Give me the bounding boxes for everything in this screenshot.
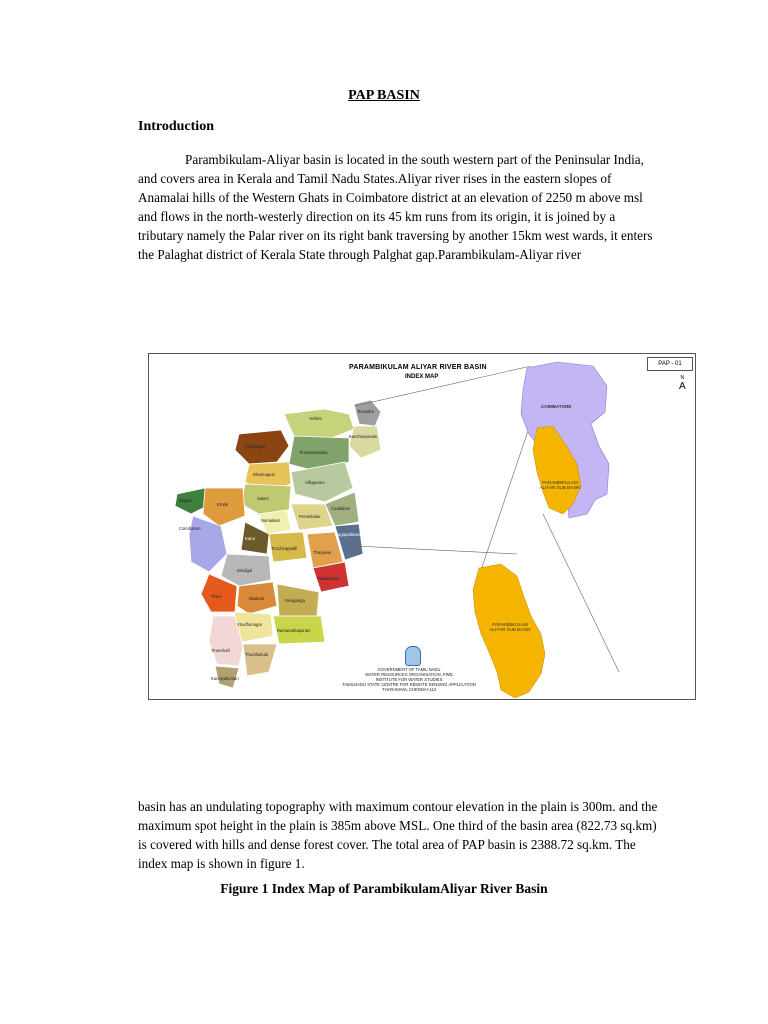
credit-line: INSTITUTE FOR WATER STUDIES	[375, 677, 443, 682]
credit-line: GOVERNMENT OF TAMIL NADU	[377, 667, 441, 672]
label-cuddalore: Cuddalore	[331, 506, 351, 511]
map-code-box: PAP - 01	[647, 357, 693, 371]
north-arrow-glyph: A	[679, 381, 686, 392]
label-kancheepuram: Kancheepuram	[349, 434, 378, 439]
label-basin-large: PARAMBIKULAM ALIYAR SUB BASIN	[489, 622, 531, 632]
label-krishnagiri: Krishnagiri	[245, 444, 265, 449]
label-sivaganga: Sivaganga	[285, 598, 305, 603]
label-thoothukudi: Thoothukudi	[245, 652, 269, 657]
continuation-paragraph: basin has an undulating topography with maximum contour elevation in the plain is 300m. and the maximum spot height in the plain is 385m above MSL. One third of the basin area (822.73 sq.km) is covered with hills and dense forest cover. The total area of PAP basin is 2388.72 sq.km. The index map is shown in figure 1.	[138, 799, 658, 871]
label-erode: Erode	[217, 502, 229, 507]
map-title: PARAMBIKULAM ALIYAR RIVER BASIN	[349, 364, 487, 371]
label-tiruvannamalai: Tiruvannamalai	[299, 450, 328, 455]
label-coimbatore: Coimbatore	[179, 526, 201, 531]
label-vellore: Vellore	[309, 416, 322, 421]
north-arrow-icon	[679, 376, 686, 392]
credit-line: THARAMANI, CHENNAI-113	[382, 687, 436, 692]
map-subtitle: INDEX MAP	[405, 374, 439, 380]
label-dharmapuri: Dharmapuri	[253, 472, 275, 477]
label-perambalur: Perambalur	[299, 514, 321, 519]
label-madurai: Madurai	[249, 596, 265, 601]
index-map-graphic	[149, 354, 697, 701]
label-nagapattinam: Nagapattinam	[335, 532, 362, 537]
label-tiruvallur: Tiruvallur	[357, 409, 375, 414]
credit-line: WATER RESOURCES ORGANISATION, PWD	[365, 672, 453, 677]
map-credit	[319, 667, 499, 692]
label-villupuram: Villupuram	[305, 480, 325, 485]
section-heading: Introduction	[138, 119, 214, 134]
label-theni: Theni	[211, 594, 222, 599]
label-thanjavur: Thanjavur	[313, 550, 332, 555]
label-salem: Salem	[257, 496, 269, 501]
district-vellore	[284, 409, 354, 439]
label-nilgiris: Nilgiris	[179, 498, 192, 503]
label-tiruchirappalli: Tiruchirappalli	[271, 546, 297, 551]
label-tirunelveli: Tirunelveli	[211, 648, 230, 653]
label-virudhunagar: Virudhunagar	[237, 622, 263, 627]
district-kancheepuram	[349, 426, 381, 458]
intro-paragraph: Parambikulam-Aliyar basin is located in the south western part of the Peninsular India, and covers area in Kerala and Tamil Nadu States.Aliyar river rises in the eastern slopes of Anamalai hills of the Western Ghats in Coimbatore district at an elevation of 2250 m above msl and flows in the north-westerly direction on its 45 km runs from its origin, it is joined by a tributary namely the Palar river on its right bank traversing by another 15km west wards, it enters the Palaghat district of Kerala State through Palghat gap.Parambikulam-Aliyar river	[138, 152, 653, 262]
index-map-figure	[148, 353, 696, 700]
credit-line: TAMILNADU STATE CENTRE FOR REMOTE SENSING APPLICATION	[342, 682, 476, 687]
page-title: PAP BASIN	[348, 88, 420, 103]
district-erode	[203, 488, 245, 526]
label-pudukkottai: Pudukkottai	[317, 576, 339, 581]
government-emblem-icon	[405, 646, 421, 666]
label-namakkal: Namakkal	[261, 518, 280, 523]
label-karur: Karur	[245, 536, 256, 541]
label-coimbatore-large: COIMBATORE	[541, 404, 572, 409]
label-dindigul: Dindigul	[237, 568, 253, 573]
label-basin-small: PARAMBIKULAM ALIYAR SUB BASIN	[539, 480, 581, 490]
label-kanniyakumari: Kanniyakumari	[211, 676, 239, 681]
north-label: N	[680, 375, 685, 381]
district-thoothukudi	[243, 644, 277, 676]
label-ramanathapuram: Ramanathapuram	[277, 628, 311, 633]
figure-caption: Figure 1 Index Map of ParambikulamAliyar River Basin	[220, 881, 548, 896]
